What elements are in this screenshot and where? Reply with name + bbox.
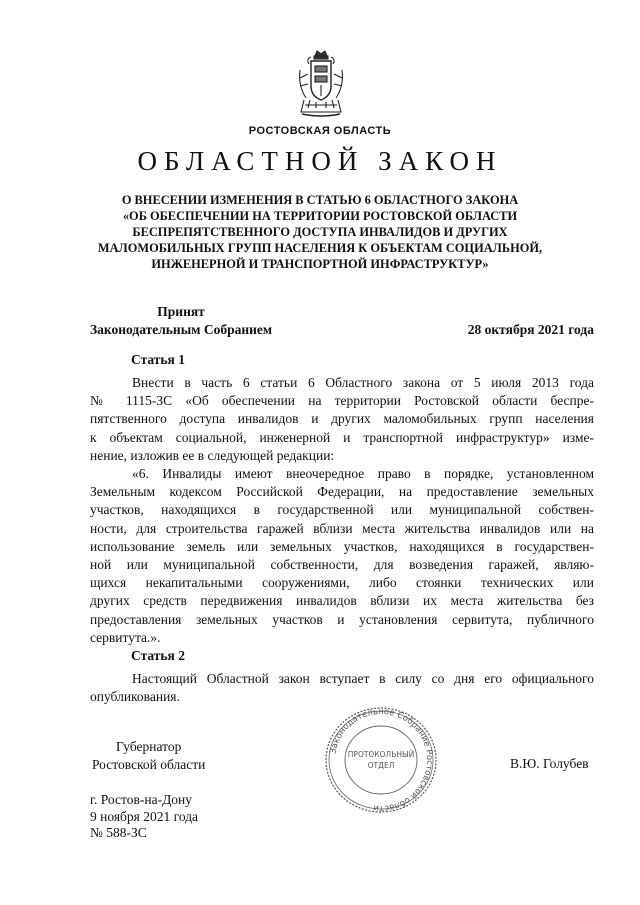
- law-title-line: МАЛОМОБИЛЬНЫХ ГРУПП НАСЕЛЕНИЯ К ОБЪЕКТАМ СОЦИАЛЬНОЙ,: [97, 241, 543, 255]
- law-title-line: БЕСПРЕПЯТСТВЕННОГО ДОСТУПА ИНВАЛИДОВ И ДРУГИХ: [132, 225, 508, 239]
- text-line: к объектам социальной, инженерной и транспортной инфраструктур» изме-: [90, 429, 594, 445]
- text-line: опубликования.: [90, 689, 180, 705]
- text-line: Земельным кодексом Российской Федерации, на предоставление земельных: [90, 484, 594, 500]
- adoption-block: [90, 303, 272, 339]
- text-line: других средств передвижения инвалидов вблизи их места жительства без: [90, 593, 594, 609]
- adoption-label: Принят: [157, 304, 205, 319]
- article-1-paragraph-1: [90, 374, 594, 465]
- text-line: пятственного доступа инвалидов и других маломобильных групп населения: [90, 411, 594, 427]
- region-name: РОСТОВСКАЯ ОБЛАСТЬ: [248, 125, 392, 137]
- text-line: «6. Инвалиды имеют внеочередное право в порядке, установленном: [132, 466, 594, 481]
- law-title-line: О ВНЕСЕНИИ ИЗМЕНЕНИЯ В СТАТЬЮ 6 ОБЛАСТНОГО ЗАКОНА: [121, 193, 519, 207]
- signatory-title: [92, 738, 205, 774]
- document-type: ОБЛАСТНОЙ ЗАКОН: [137, 146, 503, 176]
- signing-date: 9 ноября 2021 года: [90, 808, 199, 824]
- article-1-paragraph-2: [90, 465, 594, 647]
- adoption-date: 28 октября 2021 года: [467, 322, 594, 337]
- city: г. Ростов-на-Дону: [90, 792, 193, 807]
- law-number: № 588-ЗС: [90, 825, 147, 840]
- text-line: ной или муниципальной собственности, для возведения гаражей, являю-: [90, 557, 594, 573]
- stamp-ring-text: Законодательное Собрание Ростовской области: [328, 706, 435, 814]
- text-line: № 1115-ЗС «Об обеспечении на территории Ростовской области беспре-: [90, 393, 594, 409]
- signatory-name: В.Ю. Голубев: [510, 756, 589, 771]
- text-line: предоставления земельных участков и установления сервитута, публичного: [90, 611, 594, 627]
- text-line: ности, для строительства гаражей вблизи места жительства инвалидов или на: [90, 520, 594, 536]
- official-stamp: [316, 705, 446, 815]
- stamp-center-line: ПРОТОКОЛЬНЫЙ: [347, 750, 415, 759]
- law-title: [60, 192, 580, 272]
- text-line: щихся некапитальными сооружениями, либо стоянки технических или: [90, 575, 594, 591]
- article-1-heading: Статья 1: [131, 352, 185, 367]
- signatory-position: Губернатор: [115, 739, 182, 754]
- text-line: использование земель или земельных участков, находящихся в государствен-: [90, 538, 594, 554]
- law-title-line: ИНЖЕНЕРНОЙ И ТРАНСПОРТНОЙ ИНФРАСТРУКТУР»: [151, 257, 489, 271]
- text-line: сервитута.».: [90, 629, 161, 645]
- law-title-line: «ОБ ОБЕСПЕЧЕНИИ НА ТЕРРИТОРИИ РОСТОВСКОЙ ОБЛАСТИ: [122, 209, 518, 223]
- adoption-body: Законодательным Собранием: [90, 322, 273, 337]
- text-line: Настоящий Областной закон вступает в силу со дня его официального: [132, 671, 594, 686]
- text-line: участков, находящихся в государственной или муниципальной собствен-: [90, 502, 594, 518]
- article-2-paragraph-1: [90, 670, 594, 706]
- article-2-heading: Статья 2: [131, 648, 185, 663]
- coat-of-arms-icon: [296, 48, 346, 120]
- place-date-number: [90, 792, 198, 842]
- stamp-center-line: ОТДЕЛ: [367, 761, 395, 770]
- text-line: нение, изложив ее в следующей редакции:: [90, 447, 335, 463]
- signatory-region: Ростовской области: [92, 757, 206, 772]
- text-line: Внести в часть 6 статьи 6 Областного закона от 5 июля 2013 года: [132, 375, 594, 390]
